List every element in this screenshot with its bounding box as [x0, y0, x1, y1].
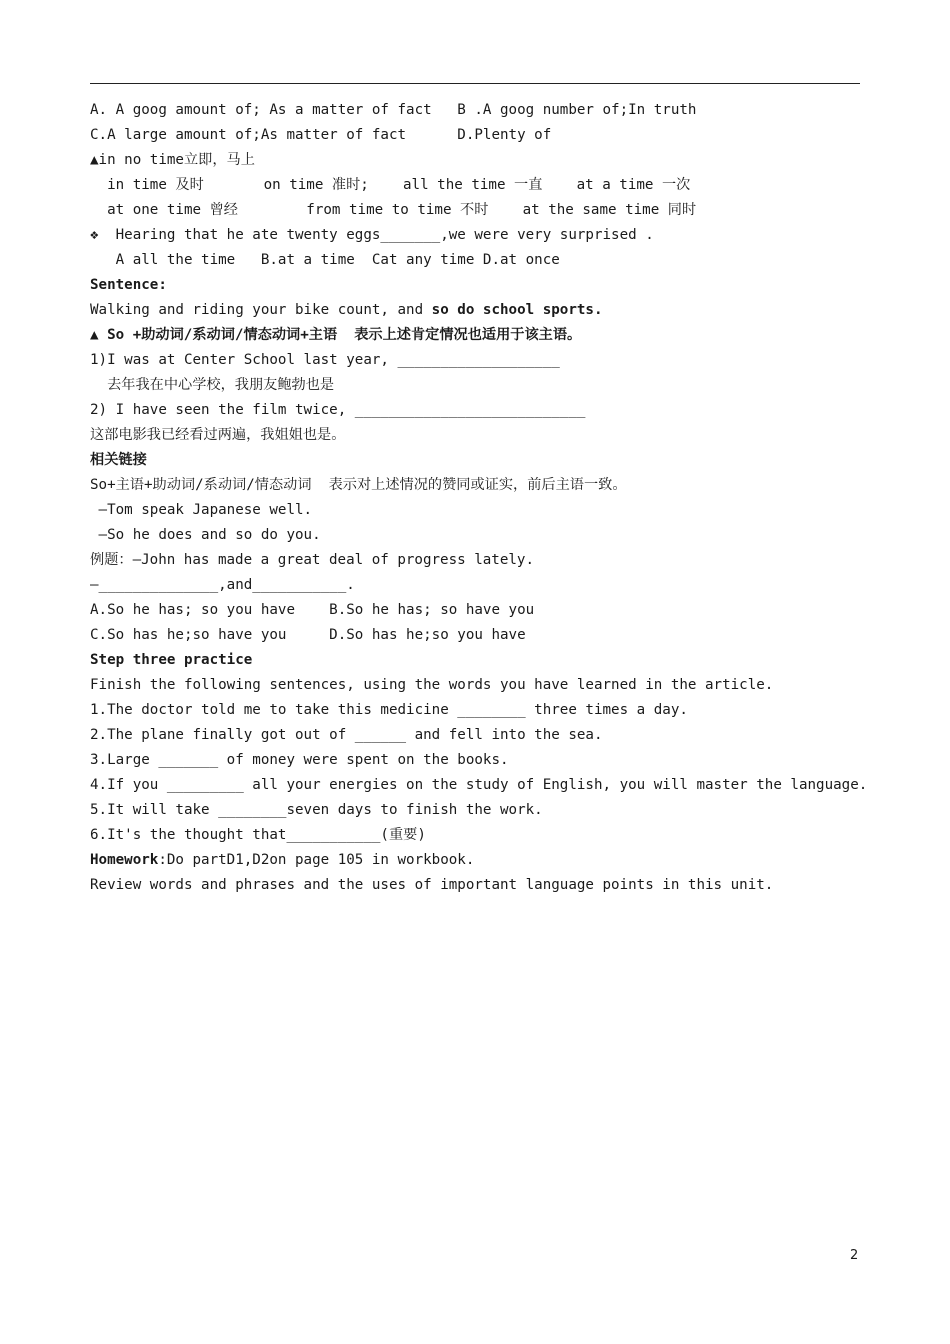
text-line	[90, 273, 865, 298]
text-line	[90, 748, 865, 773]
text-segment: C.A large amount of;As matter of fact D.Plenty of	[90, 127, 552, 143]
text-segment: Walking and riding your bike count, and	[90, 302, 432, 318]
text-line	[90, 448, 865, 473]
text-line	[90, 723, 865, 748]
text-line	[90, 548, 865, 573]
text-line	[90, 348, 865, 373]
text-segment: in time 及时 on time 准时; all the time 一直 at a time 一次	[90, 177, 691, 193]
text-segment: 相关链接	[90, 452, 147, 468]
text-segment: 2) I have seen the film twice, ___________________________	[90, 402, 586, 418]
text-segment: Review words and phrases and the uses of important language points in this unit.	[90, 877, 774, 893]
text-segment: A. A goog amount of; As a matter of fact B .A goog number of;In truth	[90, 102, 697, 118]
text-segment: 这部电影我已经看过两遍，我姐姐也是。	[90, 427, 346, 443]
text-line	[90, 473, 865, 498]
text-line	[90, 98, 865, 123]
text-segment: ▲ So +助动词/系动词/情态动词+主语 表示上述肯定情况也适用于该主语。	[90, 327, 582, 343]
text-line	[90, 773, 868, 798]
text-segment: so do school sports.	[431, 302, 603, 318]
text-segment: 1.The doctor told me to take this medicine ________ three times a day.	[90, 702, 688, 718]
text-segment: :Do partD1,D2on page 105 in workbook.	[158, 852, 475, 868]
text-line	[90, 173, 865, 198]
text-line	[90, 873, 865, 898]
text-line	[90, 573, 865, 598]
text-line	[90, 298, 865, 323]
text-line	[90, 423, 865, 448]
text-segment: A.So he has; so you have B.So he has; so have you	[90, 602, 535, 618]
text-segment: 2.The plane finally got out of ______ and fell into the sea.	[90, 727, 603, 743]
text-segment: ▲in no time立即，马上	[90, 152, 255, 168]
text-segment: A all the time B.at a time Cat any time D.at once	[90, 252, 560, 268]
text-segment: Step three practice	[90, 652, 253, 668]
text-line	[90, 323, 865, 348]
text-segment: Sentence:	[90, 277, 167, 293]
text-line	[90, 398, 865, 423]
text-line	[90, 123, 865, 148]
text-segment: Finish the following sentences, using the words you have learned in the article.	[90, 677, 774, 693]
page-number: 2	[850, 1248, 859, 1263]
text-segment: 1)I was at Center School last year, ___________________	[90, 352, 560, 368]
text-segment: 3.Large _______ of money were spent on the books.	[90, 752, 509, 768]
text-line	[90, 148, 865, 173]
text-segment: 4.If you _________ all your energies on the study of English, you will master the language.	[90, 777, 868, 793]
text-line	[90, 223, 865, 248]
text-line	[90, 823, 865, 848]
text-line	[90, 498, 865, 523]
text-segment: So+主语+助动词/系动词/情态动词 表示对上述情况的赞同或证实，前后主语一致。	[90, 477, 627, 493]
text-line	[90, 198, 865, 223]
text-segment: 去年我在中心学校，我朋友鲍勃也是	[90, 377, 335, 393]
document-body	[90, 98, 868, 898]
text-segment: C.So has he;so have you D.So has he;so you have	[90, 627, 526, 643]
text-segment: —Tom speak Japanese well.	[90, 502, 313, 518]
text-line	[90, 523, 865, 548]
text-segment: —So he does and so do you.	[90, 527, 321, 543]
text-line	[90, 798, 865, 823]
text-line	[90, 648, 865, 673]
text-line	[90, 848, 865, 873]
text-line	[90, 673, 865, 698]
text-line	[90, 698, 865, 723]
text-segment: 例题：—John has made a great deal of progress lately.	[90, 552, 535, 568]
text-segment: at one time 曾经 from time to time 不时 at the same time 同时	[90, 202, 697, 218]
header-rule	[90, 83, 860, 84]
text-line	[90, 373, 865, 398]
text-segment: —______________,and___________.	[90, 577, 355, 593]
text-segment: Homework	[90, 852, 159, 868]
text-segment: ❖ Hearing that he ate twenty eggs_______,we were very surprised .	[90, 227, 654, 243]
text-line	[90, 598, 865, 623]
text-segment: 6.It's the thought that___________(重要)	[90, 827, 426, 843]
text-line	[90, 248, 865, 273]
text-line	[90, 623, 865, 648]
text-segment: 5.It will take ________seven days to finish the work.	[90, 802, 543, 818]
